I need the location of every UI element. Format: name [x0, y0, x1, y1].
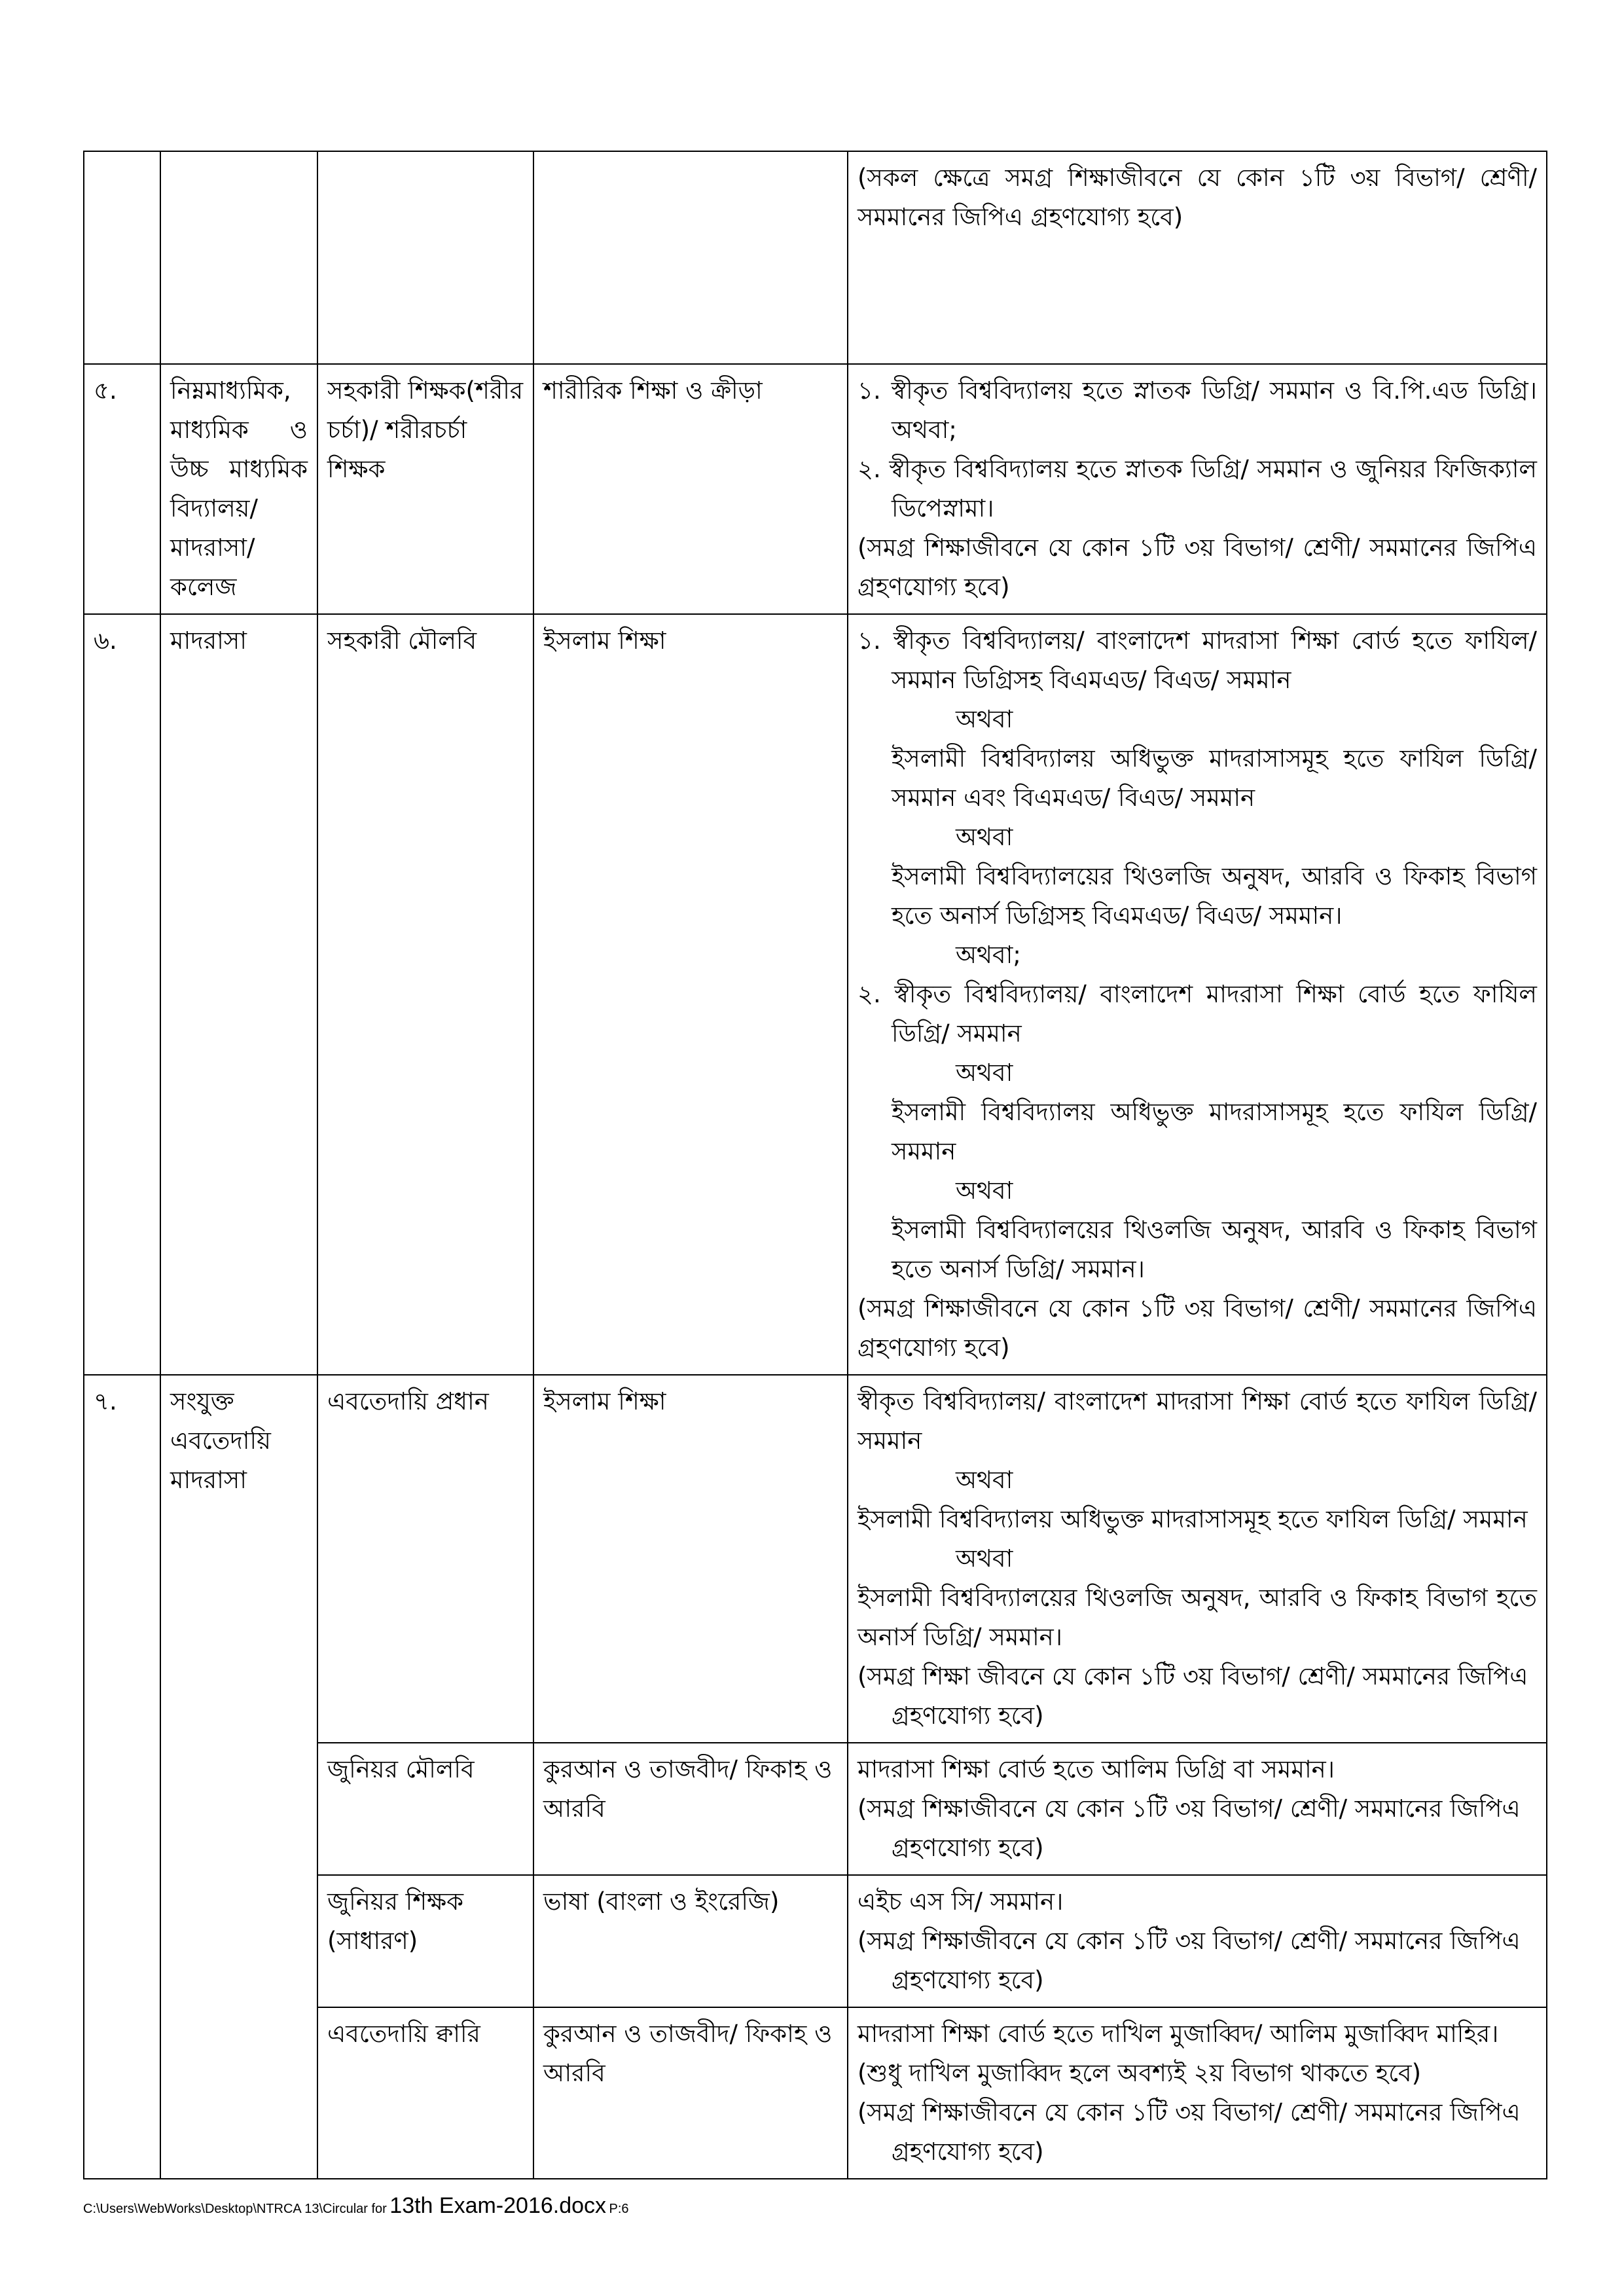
qualification-cell [848, 1875, 1547, 2007]
post-cell: সহকারী মৌলবি [317, 614, 533, 1375]
qualification-item: ২. স্বীকৃত বিশ্ববিদ্যালয়/ বাংলাদেশ মাদরাসা শিক্ষা বোর্ড হতে ফাযিল ডিগ্রি/ সমমান [857, 980, 1537, 1048]
qualification-item: এইচ এস সি/ সমমান। [857, 1887, 1064, 1916]
qualification-item: মাদরাসা শিক্ষা বোর্ড হতে দাখিল মুজাব্বিদ/ আলিম মুজাব্বিদ মাহির। [857, 2020, 1499, 2048]
post-cell: এবতেদায়ি প্রধান [317, 1375, 533, 1743]
qualification-item: ১. স্বীকৃত বিশ্ববিদ্যালয় হতে স্নাতক ডিগ্রি/ সমমান ও বি.পি.এড ডিগ্রি। অথবা; [857, 376, 1537, 444]
institution-cell: মাদরাসা [160, 614, 317, 1375]
qualification-cell [848, 151, 1547, 364]
footer-path: C:\Users\WebWorks\Desktop\NTRCA 13\Circular for [83, 2202, 387, 2216]
qualification-item: ইসলামী বিশ্ববিদ্যালয়ের থিওলজি অনুষদ, আরবি ও ফিকাহ বিভাগ হতে অনার্স ডিগ্রি/ সমমান। [892, 1216, 1537, 1283]
qualification-cell [848, 1743, 1547, 1875]
subject-cell: ইসলাম শিক্ষা [533, 1375, 848, 1743]
qualification-cell [848, 364, 1547, 614]
serial-cell: ৬. [84, 614, 160, 1375]
qualification-item: স্বীকৃত বিশ্ববিদ্যালয়/ বাংলাদেশ মাদরাসা শিক্ষা বোর্ড হতে ফাযিল ডিগ্রি/ সমমান [857, 1387, 1537, 1455]
table-row [84, 614, 1547, 1375]
or-separator: অথবা [956, 705, 1013, 733]
or-separator: অথবা [956, 823, 1013, 851]
post-cell [317, 151, 533, 364]
serial-cell: ৫. [84, 364, 160, 614]
institution-cell: নিম্নমাধ্যমিক, মাধ্যমিক ও উচ্চ মাধ্যমিক বিদ্যালয়/ মাদরাসা/ কলেজ [160, 364, 317, 614]
qualification-note: (সকল ক্ষেত্রে সমগ্র শিক্ষাজীবনে যে কোন ১টি ৩য় বিভাগ/ শ্রেণী/ সমমানের জিপিএ গ্রহণযোগ্য হবে) [857, 164, 1537, 231]
table-row [84, 151, 1547, 364]
qualification-item: ১. স্বীকৃত বিশ্ববিদ্যালয়/ বাংলাদেশ মাদরাসা শিক্ষা বোর্ড হতে ফাযিল/ সমমান ডিগ্রিসহ বিএমএড/ বিএড/ সমমান [857, 627, 1537, 694]
qualification-cell [848, 614, 1547, 1375]
or-separator: অথবা [956, 1059, 1013, 1087]
qualification-note: (সমগ্র শিক্ষাজীবনে যে কোন ১টি ৩য় বিভাগ/ শ্রেণী/ সমমানের জিপিএ গ্রহণযোগ্য হবে) [857, 1795, 1521, 1862]
qualification-item: ২. স্বীকৃত বিশ্ববিদ্যালয় হতে স্নাতক ডিগ্রি/ সমমান ও জুনিয়র ফিজিক্যাল ডিপেস্নামা। [857, 455, 1537, 522]
qualification-item: মাদরাসা শিক্ষা বোর্ড হতে আলিম ডিগ্রি বা সমমান। [857, 1755, 1335, 1783]
subject-cell: ভাষা (বাংলা ও ইংরেজি) [533, 1875, 848, 2007]
or-separator: অথবা; [956, 941, 1021, 969]
subject-cell [533, 151, 848, 364]
qualification-note: (সমগ্র শিক্ষা জীবনে যে কোন ১টি ৩য় বিভাগ/ শ্রেণী/ সমমানের জিপিএ গ্রহণযোগ্য হবে) [857, 1662, 1528, 1730]
qualification-item: ইসলামী বিশ্ববিদ্যালয় অধিভুক্ত মাদরাসাসমূহ হতে ফাযিল ডিগ্রি/ সমমান [892, 1098, 1537, 1165]
footer-page-number: P:6 [609, 2202, 629, 2216]
subject-cell: কুরআন ও তাজবীদ/ ফিকাহ ও আরবি [533, 1743, 848, 1875]
qualification-item: ইসলামী বিশ্ববিদ্যালয় অধিভুক্ত মাদরাসাসমূহ হতে ফাযিল ডিগ্রি/ সমমান এবং বিএমএড/ বিএড/ সমমান [892, 744, 1537, 812]
institution-cell [160, 151, 317, 364]
institution-cell: সংযুক্ত এবতেদায়ি মাদরাসা [160, 1375, 317, 2179]
qualification-cell [848, 1375, 1547, 1743]
or-separator: অথবা [956, 1466, 1013, 1494]
qualification-item: ইসলামী বিশ্ববিদ্যালয়ের থিওলজি অনুষদ, আরবি ও ফিকাহ বিভাগ হতে অনার্স ডিগ্রি/ সমমান। [857, 1584, 1537, 1651]
page-footer [83, 2193, 629, 2219]
serial-cell: ৭. [84, 1375, 160, 2179]
qualification-cell [848, 2007, 1547, 2179]
subject-cell: কুরআন ও তাজবীদ/ ফিকাহ ও আরবি [533, 2007, 848, 2179]
post-cell: জুনিয়র শিক্ষক (সাধারণ) [317, 1875, 533, 2007]
table-row [84, 1375, 1547, 1743]
serial-cell [84, 151, 160, 364]
subject-cell: ইসলাম শিক্ষা [533, 614, 848, 1375]
or-separator: অথবা [956, 1544, 1013, 1573]
qualification-table [83, 151, 1547, 2179]
qualification-note: (সমগ্র শিক্ষাজীবনে যে কোন ১টি ৩য় বিভাগ/ শ্রেণী/ সমমানের জিপিএ গ্রহণযোগ্য হবে) [857, 534, 1537, 601]
table-row [84, 364, 1547, 614]
post-cell: সহকারী শিক্ষক(শরীর চর্চা)/ শরীরচর্চা শিক্ষক [317, 364, 533, 614]
qualification-note: (সমগ্র শিক্ষাজীবনে যে কোন ১টি ৩য় বিভাগ/ শ্রেণী/ সমমানের জিপিএ গ্রহণযোগ্য হবে) [857, 1294, 1537, 1362]
qualification-item: ইসলামী বিশ্ববিদ্যালয় অধিভুক্ত মাদরাসাসমূহ হতে ফাযিল ডিগ্রি/ সমমান [857, 1505, 1528, 1533]
qualification-item: ইসলামী বিশ্ববিদ্যালয়ের থিওলজি অনুষদ, আরবি ও ফিকাহ বিভাগ হতে অনার্স ডিগ্রিসহ বিএমএড/ বিএড/ সমমান। [892, 862, 1537, 930]
footer-filename: 13th Exam-2016.docx [389, 2193, 607, 2218]
post-cell: জুনিয়র মৌলবি [317, 1743, 533, 1875]
subject-cell: শারীরিক শিক্ষা ও ক্রীড়া [533, 364, 848, 614]
qualification-item: (শুধু দাখিল মুজাব্বিদ হলে অবশ্যই ২য় বিভাগ থাকতে হবে) [857, 2059, 1422, 2087]
post-cell: এবতেদায়ি ক্বারি [317, 2007, 533, 2179]
qualification-note: (সমগ্র শিক্ষাজীবনে যে কোন ১টি ৩য় বিভাগ/ শ্রেণী/ সমমানের জিপিএ গ্রহণযোগ্য হবে) [857, 2098, 1521, 2166]
or-separator: অথবা [956, 1176, 1013, 1205]
qualification-note: (সমগ্র শিক্ষাজীবনে যে কোন ১টি ৩য় বিভাগ/ শ্রেণী/ সমমানের জিপিএ গ্রহণযোগ্য হবে) [857, 1927, 1521, 1994]
